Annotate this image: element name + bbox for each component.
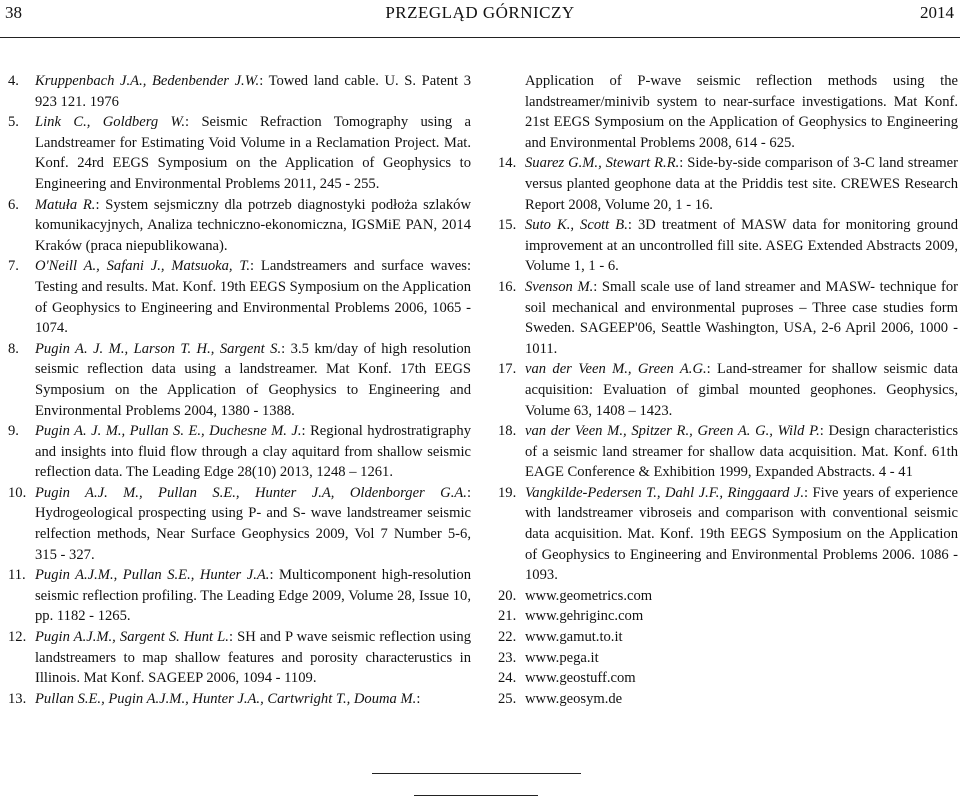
reference-text: : Regional hydrostratigraphy and insights into fluid flow through a clay aquitard from shallow seismic reflection data. The Leading Edge 28(10) 2013, 1248 – 1261. — [35, 423, 471, 481]
reference-authors: Svenson M. — [525, 278, 594, 295]
reference-text: : Hydrogeological prospecting using P- and S- wave landstreamer seismic relfection methods, Near Surface Geophysics 2009, Vol 7 Number 5-6, 315 - 327. — [35, 484, 471, 563]
page-header — [0, 0, 960, 40]
reference-text: : — [416, 690, 421, 707]
reference-text: www.gehriginc.com — [525, 608, 644, 625]
reference-text: www.pega.it — [525, 649, 599, 666]
reference-item — [8, 112, 471, 194]
reference-authors: Vangkilde-Pedersen T., Dahl J.F., Ringgaard J. — [525, 484, 805, 501]
reference-text: : SH and P wave seismic reflection using landstreamers to map shallow features and porosity characterustics in Illinois. Mat Konf. SAGEEP 2006, 1094 - 1109. — [35, 629, 471, 687]
reference-authors: Pugin A.J. M., Pullan S.E., Hunter J.A, Oldenborger G.A. — [35, 484, 467, 501]
reference-authors: O'Neill A., Safani J., Matsuoka, T. — [35, 258, 251, 275]
reference-item — [498, 648, 958, 669]
reference-number: 20. — [498, 587, 517, 604]
reference-number: 25. — [498, 690, 517, 707]
reference-item — [498, 483, 958, 586]
reference-text: : Seismic Refraction Tomography using a Landstreamer for Estimating Void Volume in a Reclamation Project. Mat. Konf. 24rd EEGS Symposium on the Application of Geophysics to Engineering and Environmental Problems 2011, 245 - 255. — [35, 114, 471, 192]
reference-number: 19. — [498, 484, 517, 501]
reference-item — [8, 195, 471, 257]
reference-number: 4. — [8, 73, 19, 89]
reference-text: Application of P-wave seismic reflection methods using the landstreamer/minivib system to near-surface investigations. Mat Konf. 21st EEGS Symposium on the Application of Geophysics to Engineering and Environmental Problems 2008, 614 - 625. — [525, 73, 958, 151]
reference-item — [8, 339, 471, 421]
reference-number: 10. — [8, 484, 27, 501]
reference-authors: Kruppenbach J.A., Bedenbender J.W. — [35, 73, 260, 89]
reference-text: : 3.5 km/day of high resolution seismic reflection data using a landstreamer. Mat Konf. 17th EEGS Symposium on the Application of Geophysics to Engineering and Environmental Problems 2004, 1380 - 1388. — [35, 340, 471, 419]
reference-text: : Towed land cable. U. S. Patent 3 923 121. 1976 — [35, 73, 472, 110]
reference-number: 15. — [498, 217, 517, 234]
reference-item — [498, 215, 958, 277]
references-left-column — [8, 71, 471, 709]
footer-rule-short — [414, 795, 538, 796]
reference-text: : Design characteristics of a seismic land streamer for shallow data acquisition. Mat. Konf. 61th EAGE Conference & Exhibition 1999, Expanded Abstracts. 4 - 41 — [525, 423, 959, 481]
reference-authors: Link C., Goldberg W. — [35, 114, 185, 131]
reference-item — [498, 359, 958, 421]
reference-item — [498, 71, 958, 153]
reference-item — [498, 421, 958, 483]
reference-authors: van der Veen M., Green A.G. — [525, 361, 707, 378]
reference-authors: Pugin A. J. M., Larson T. H., Sargent S. — [35, 340, 282, 357]
reference-text: : Five years of experience with landstreamer vibroseis and comparison with conventional seismic data acquisition. Mat. Konf. 19th EEGS Symposium on the Application of Geophysics to Engineering and Environmental Problems 2006. 1086 - 1093. — [525, 484, 959, 584]
reference-text: : Land-streamer for shallow seismic data acquisition: Evaluation of gimbal mounted geophones. Geophysics, Volume 63, 1408 – 1423. — [525, 361, 958, 419]
reference-item — [498, 277, 958, 359]
reference-text: : Landstreamers and surface waves: Testing and results. Mat. Konf. 19th EEGS Symposium on the Application of Geophysics to Engineering and Environmental Problems 2006, 1065 - 1074. — [35, 258, 472, 337]
reference-number: 23. — [498, 649, 517, 666]
reference-authors: van der Veen M., Spitzer R., Green A. G., Wild P. — [525, 423, 820, 440]
reference-text: : Multicomponent high-resolution seismic reflection profiling. The Leading Edge 2009, Volume 28, Issue 10, pp. 1182 - 1265. — [35, 567, 471, 625]
journal-title: PRZEGLĄD GÓRNICZY — [385, 3, 575, 22]
reference-item — [498, 627, 958, 648]
reference-authors: Matuła R. — [35, 196, 96, 213]
reference-item — [498, 606, 958, 627]
reference-authors: Pugin A. J. M., Pullan S. E., Duchesne M. J. — [35, 423, 302, 440]
reference-number: 24. — [498, 670, 517, 687]
reference-text: www.geosym.de — [525, 690, 623, 707]
reference-authors: Suarez G.M., Stewart R.R. — [525, 155, 680, 172]
reference-number: 21. — [498, 608, 517, 625]
reference-number: 11. — [8, 567, 26, 584]
page-number: 38 — [5, 3, 22, 22]
reference-number: 13. — [8, 690, 27, 707]
reference-number: 14. — [498, 155, 517, 172]
reference-item — [8, 483, 471, 565]
references-right-column — [498, 71, 958, 709]
reference-number: 16. — [498, 278, 517, 295]
reference-item — [498, 668, 958, 689]
reference-item — [8, 256, 471, 338]
reference-text: www.geostuff.com — [525, 670, 636, 687]
reference-number: 22. — [498, 629, 517, 646]
reference-authors: Pullan S.E., Pugin A.J.M., Hunter J.A., Cartwright T., Douma M. — [35, 690, 417, 707]
reference-item — [498, 689, 958, 710]
reference-text: : Small scale use of land streamer and MASW- technique for soil mechanical and environmental puproses – Three case studies form Sweden. SAGEEP'06, Seattle Washington, USA, 2-6 April 2006, 1000 - 1011. — [525, 278, 958, 357]
reference-item — [8, 421, 471, 483]
reference-number: 5. — [8, 114, 19, 131]
reference-authors: Pugin A.J.M., Pullan S.E., Hunter J.A. — [35, 567, 270, 584]
reference-text: www.geometrics.com — [525, 587, 653, 604]
reference-item — [8, 71, 471, 112]
reference-text: www.gamut.to.it — [525, 629, 623, 646]
reference-text: : Side-by-side comparison of 3-C land streamer versus planted geophone data at the Priddis test site. CREWES Research Report 2008, Volume 20, 1 - 16. — [525, 155, 958, 213]
reference-number: 12. — [8, 629, 27, 646]
reference-number: 9. — [8, 423, 19, 440]
reference-item — [498, 153, 958, 215]
reference-item — [8, 565, 471, 627]
reference-text: : System sejsmiczny dla potrzeb diagnostyki podłoża szlaków komunikacyjnych, Analiza techniczno-ekonomiczna, IGSMiE PAN, 2014 Kraków (praca niepublikowana). — [35, 196, 471, 254]
reference-number: 6. — [8, 196, 19, 213]
reference-text: : 3D treatment of MASW data for monitoring ground improvement at an uncontrolled fill site. ASEG Extended Abstracts 2009, Volume 1, 1 - 6. — [525, 217, 958, 275]
reference-number: 17. — [498, 361, 517, 378]
reference-item — [8, 627, 471, 689]
header-divider — [0, 37, 960, 38]
issue-year: 2014 — [920, 3, 954, 22]
reference-number: 18. — [498, 423, 517, 440]
reference-authors: Suto K., Scott B. — [525, 217, 628, 234]
reference-item — [8, 689, 471, 710]
reference-number: 8. — [8, 340, 19, 357]
reference-authors: Pugin A.J.M., Sargent S. Hunt L. — [35, 629, 229, 646]
reference-number: 7. — [8, 258, 19, 275]
footer-rule-long — [372, 773, 581, 774]
reference-item — [498, 586, 958, 607]
